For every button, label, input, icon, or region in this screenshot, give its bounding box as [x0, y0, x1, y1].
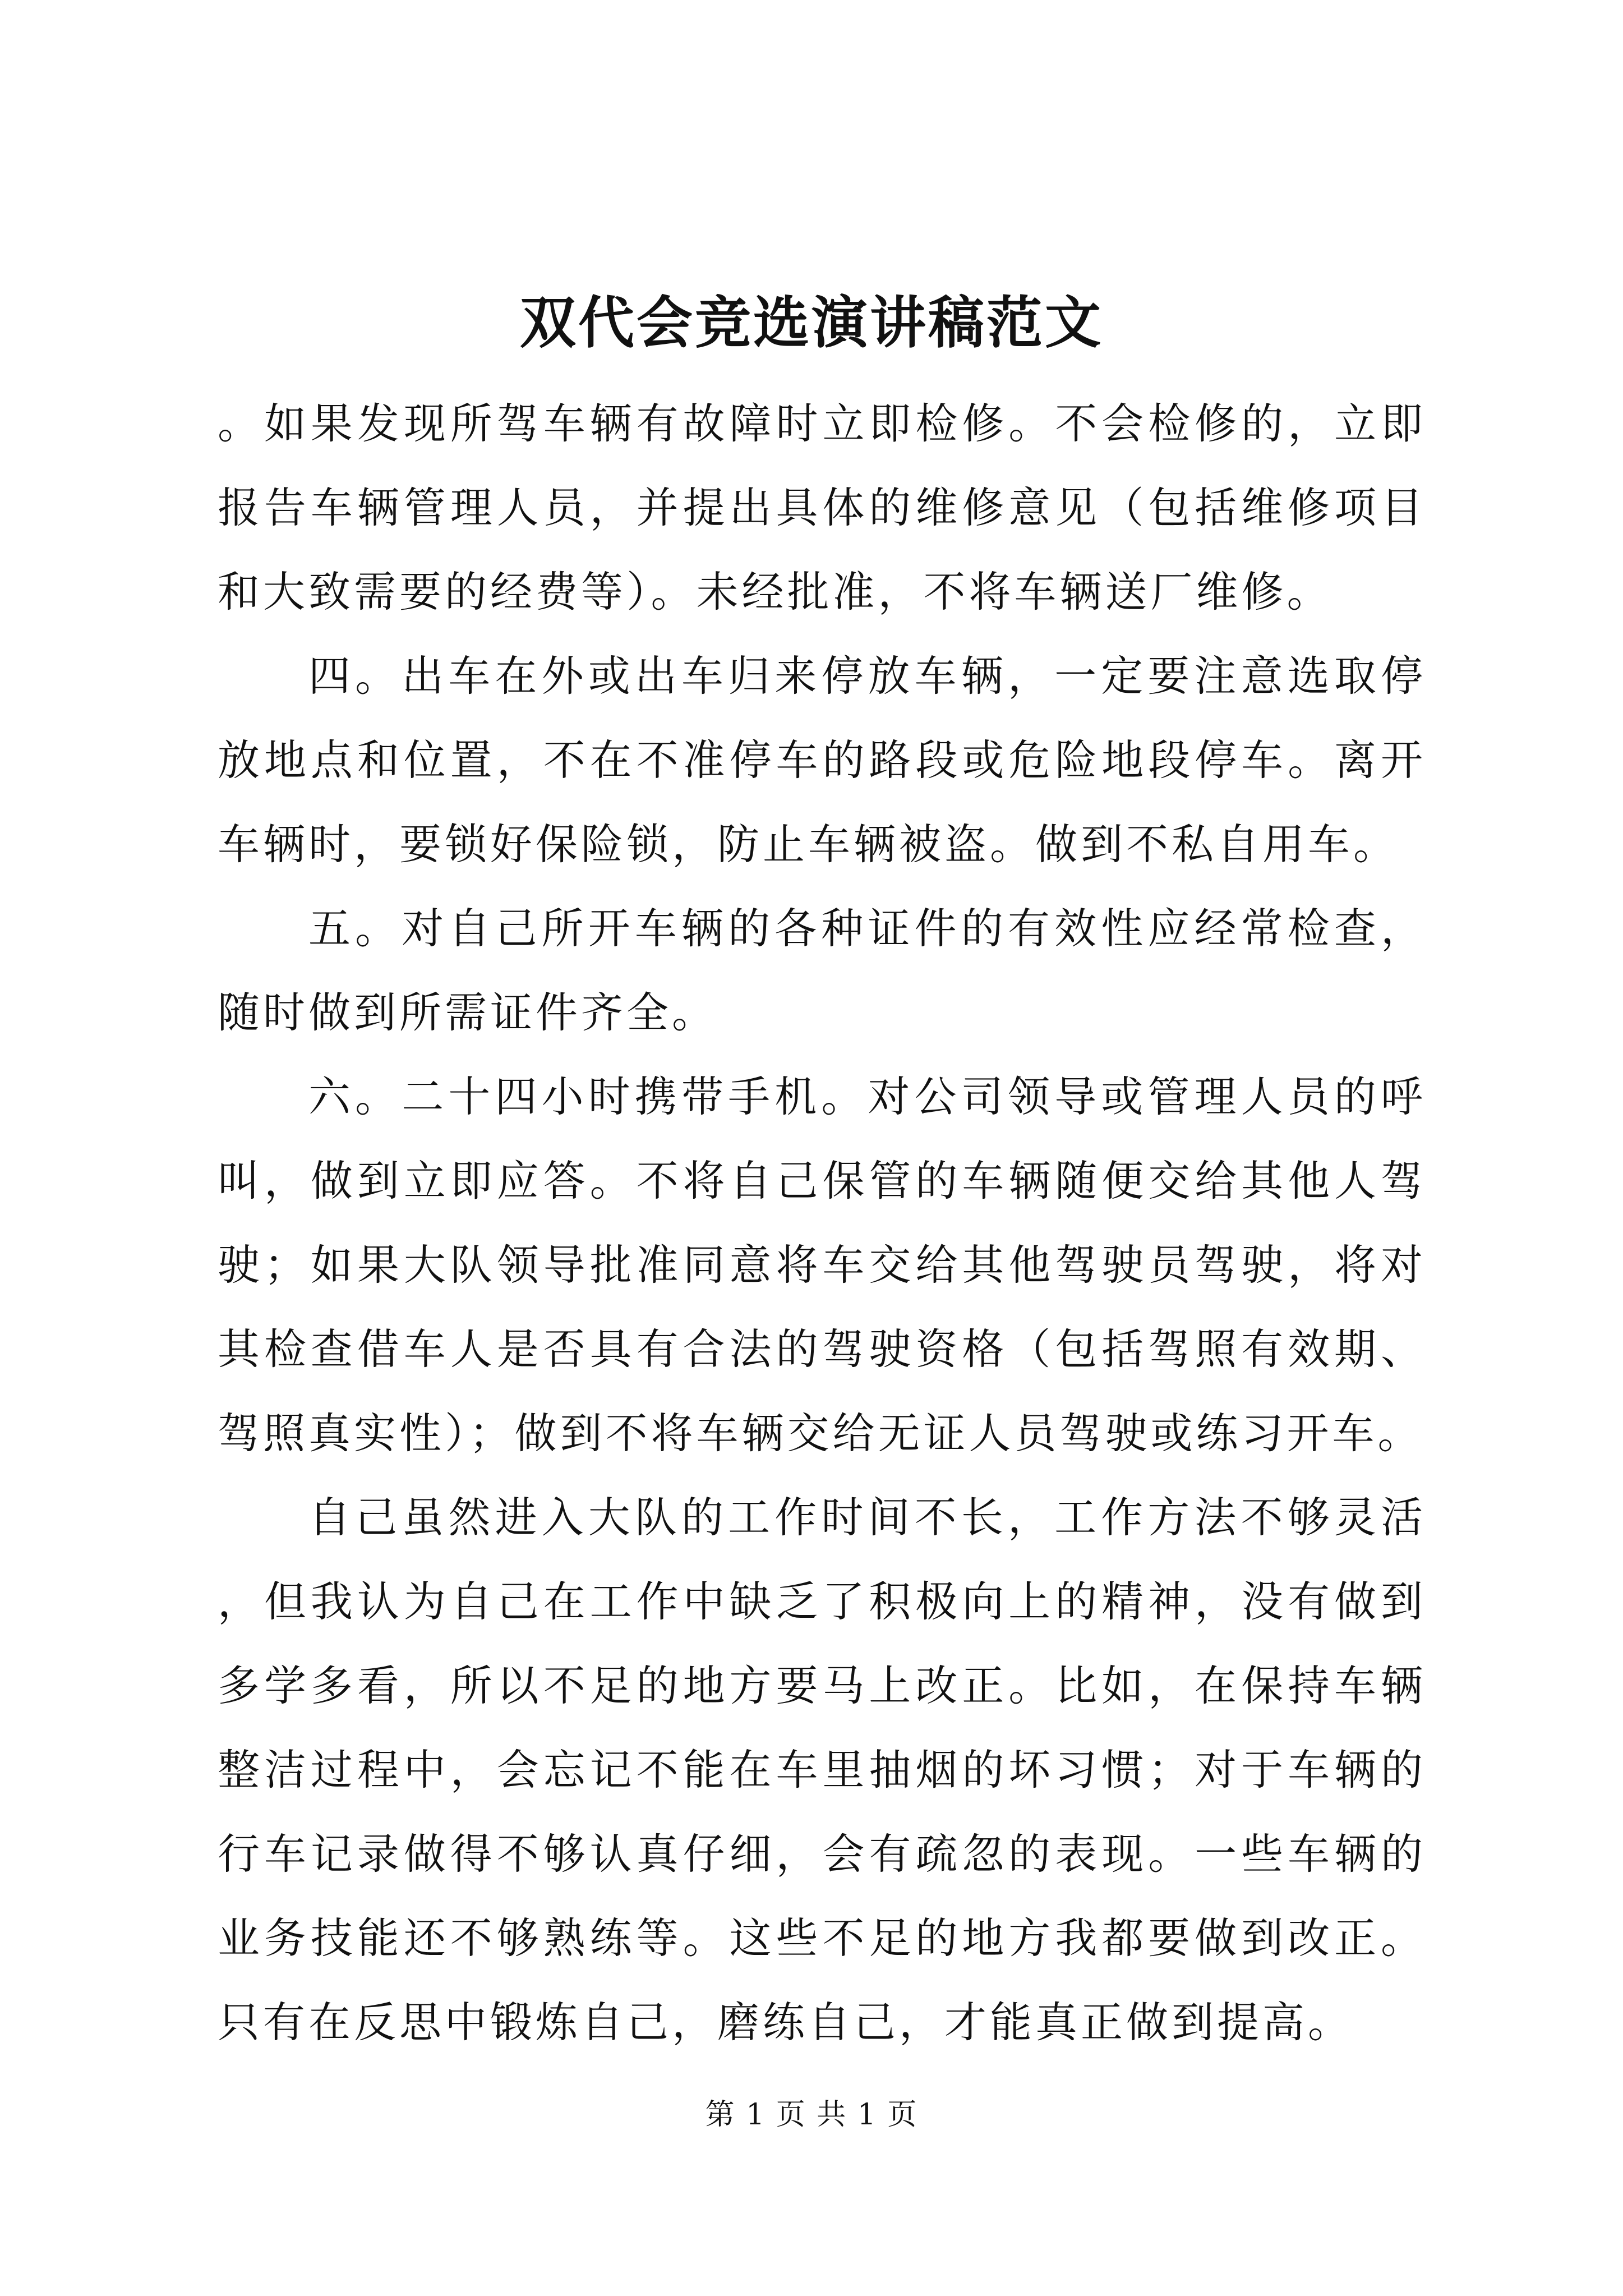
paragraph-2: 四。出车在外或出车归来停放车辆，一定要注意选取停放地点和位置，不在不准停车的路段或危险地段停车。离开车辆时，要锁好保险锁，防止车辆被盗。做到不私自用车。 [218, 651, 1426, 869]
paragraph-5: 自己虽然进入大队的工作时间不长，工作方法不够灵活，但我认为自己在工作中缺乏了积极向上的精神，没有做到多学多看，所以不足的地方要马上改正。比如，在保持车辆整洁过程中，会忘记不能在车里抽烟的坏习惯；对于车辆的行车记录做得不够认真仔细，会有疏忽的表现。一些车辆的业务技能还不够熟练等。这些不足的地方我都要做到改正。只有在反思中锻炼自己，磨练自己，才能真正做到提高。 [218, 1493, 1426, 2047]
page-number-footer: 第 1 页 共 1 页 [705, 2098, 918, 2132]
document-body [218, 381, 1426, 2064]
paragraph-3: 五。对自己所开车辆的各种证件的有效性应经常检查，随时做到所需证件齐全。 [218, 904, 1426, 1037]
document-title: 双代会竞选演讲稿范文 [520, 289, 1103, 356]
paragraph-1: 。如果发现所驾车辆有故障时立即检修。不会检修的，立即报告车辆管理人员，并提出具体的维修意见（包括维修项目和大致需要的经费等）。未经批准，不将车辆送厂维修。 [218, 399, 1426, 616]
paragraph-4: 六。二十四小时携带手机。对公司领导或管理人员的呼叫，做到立即应答。不将自己保管的车辆随便交给其他人驾驶；如果大队领导批准同意将车交给其他驾驶员驾驶，将对其检查借车人是否具有合法的驾驶资格（包括驾照有效期、驾照真实性）；做到不将车辆交给无证人员驾驶或练习开车。 [218, 1072, 1426, 1458]
